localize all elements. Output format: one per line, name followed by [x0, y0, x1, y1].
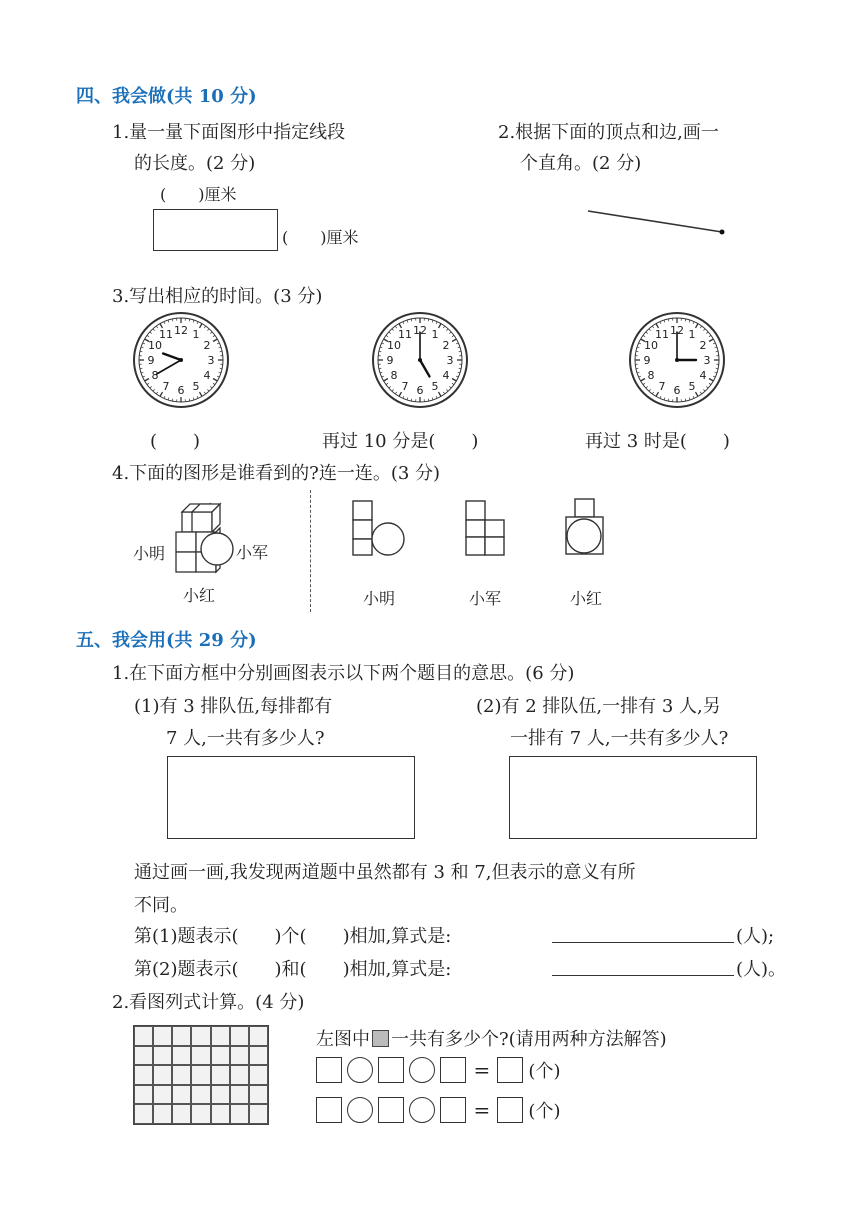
eq2-op-1[interactable] [347, 1097, 373, 1123]
prompt-text-b: 一共有多少个?(请用两种方法解答) [391, 1029, 667, 1050]
grid-cell [230, 1046, 249, 1066]
grid-cell [211, 1085, 230, 1105]
clock-numeral: 4 [699, 369, 707, 382]
eq1-num-1[interactable] [316, 1057, 342, 1083]
grid-cell [191, 1104, 210, 1124]
equation-row-2 [316, 1097, 560, 1123]
clock-numeral: 11 [398, 328, 412, 342]
grid-cell [134, 1065, 153, 1085]
eq2-num-1[interactable] [316, 1097, 342, 1123]
clock-numeral: 10 [148, 339, 163, 352]
eq1-result[interactable] [497, 1057, 523, 1083]
grid-cell [172, 1046, 191, 1066]
grid-cell [153, 1065, 172, 1085]
grid-cell [153, 1046, 172, 1066]
clock-numeral: 5 [688, 379, 696, 393]
clock-numeral: 8 [647, 369, 655, 382]
clock-numeral: 5 [192, 379, 200, 393]
square-grid [133, 1025, 269, 1125]
clock-numeral: 9 [643, 354, 651, 367]
q3-title: 3.写出相应的时间。(3 分) [112, 286, 323, 307]
eq1-num-3[interactable] [440, 1057, 466, 1083]
view-3-shape[interactable] [563, 496, 608, 558]
clock-3-answer[interactable]: 再过 3 时是( ) [585, 431, 730, 452]
grid-cell [211, 1046, 230, 1066]
s5-q2-prompt [316, 1025, 667, 1051]
eq2-unit: (个) [528, 1101, 561, 1122]
grid-cell [230, 1065, 249, 1085]
clock-numeral: 12 [670, 324, 684, 337]
clock-2-answer[interactable]: 再过 10 分是( ) [322, 431, 479, 452]
clock-numeral: 1 [688, 328, 696, 342]
grid-cell [172, 1026, 191, 1046]
clock-numeral: 11 [655, 328, 669, 342]
clock-numeral: 7 [162, 379, 170, 393]
grid-cell [249, 1026, 268, 1046]
clock-numeral: 9 [386, 354, 394, 367]
grid-cell [230, 1085, 249, 1105]
fill-line-1: 第(1)题表示( )个( )相加,算式是: [134, 926, 452, 947]
view-label-2: 小军 [469, 589, 502, 608]
label-xiaojun-left: 小军 [236, 543, 269, 562]
eq2-equals: = [473, 1098, 491, 1122]
grid-cell [191, 1026, 210, 1046]
clock-numeral: 2 [203, 339, 211, 352]
grid-cell [249, 1046, 268, 1066]
clock-1 [131, 310, 231, 410]
drawing-box-1[interactable] [167, 756, 415, 839]
eq2-num-3[interactable] [440, 1097, 466, 1123]
s5-q2-title: 2.看图列式计算。(4 分) [112, 992, 305, 1013]
view-2-shape[interactable] [463, 498, 508, 558]
q1-text-line2: 的长度。(2 分) [134, 153, 256, 174]
clock-center [675, 358, 679, 362]
grid-cell [211, 1026, 230, 1046]
section-5-header: 五、我会用(共 29 分) [76, 630, 257, 651]
sphere-illustration [198, 530, 238, 570]
s5-q1-p1-line1: (1)有 3 排队伍,每排都有 [134, 696, 333, 717]
grid-cell [191, 1046, 210, 1066]
q1-answer-blank-top[interactable]: ( )厘米 [160, 185, 237, 204]
grid-cell [153, 1104, 172, 1124]
view-label-1: 小明 [363, 589, 396, 608]
measure-rectangle [153, 209, 278, 251]
prompt-text-a: 左图中 [316, 1029, 370, 1050]
grid-cell [153, 1085, 172, 1105]
fill-line-2: 第(2)题表示( )和( )相加,算式是: [134, 959, 452, 980]
grid-cell [191, 1085, 210, 1105]
clock-numeral: 4 [203, 369, 211, 382]
s5-q1-note-line2: 不同。 [134, 895, 188, 916]
eq1-num-2[interactable] [378, 1057, 404, 1083]
grid-cell [230, 1026, 249, 1046]
eq1-equals: = [473, 1058, 491, 1082]
fill-line-1-unit: (人); [736, 926, 775, 947]
clock-numeral: 7 [658, 379, 666, 393]
clock-numeral: 5 [431, 379, 439, 393]
grid-cell [230, 1104, 249, 1124]
grid-cell [211, 1065, 230, 1085]
clock-numeral: 3 [446, 354, 454, 367]
label-xiaohong-left: 小红 [183, 586, 216, 605]
clock-numeral: 4 [442, 369, 450, 382]
eq1-op-2[interactable] [409, 1057, 435, 1083]
clock-numeral: 3 [207, 354, 215, 367]
s5-q1-title: 1.在下面方框中分别画图表示以下两个题目的意思。(6 分) [112, 663, 575, 684]
view-1-shape[interactable] [350, 498, 410, 558]
grid-cell [134, 1085, 153, 1105]
clock-center [418, 358, 422, 362]
clock-numeral: 12 [413, 324, 427, 337]
q1-answer-blank-right[interactable]: ( )厘米 [282, 228, 359, 247]
s5-q1-p2-line1: (2)有 2 排队伍,一排有 3 人,另 [476, 696, 721, 717]
grid-cell [134, 1026, 153, 1046]
grid-cell [134, 1104, 153, 1124]
view-label-3: 小红 [570, 589, 603, 608]
grid-cell [153, 1026, 172, 1046]
answer-line-1[interactable] [552, 942, 734, 943]
clock-numeral: 1 [431, 328, 439, 342]
clock-numeral: 6 [416, 384, 424, 397]
grid-cell [172, 1085, 191, 1105]
clock-numeral: 11 [159, 328, 173, 342]
grid-cell [249, 1085, 268, 1105]
grid-cell [134, 1046, 153, 1066]
fill-line-2-unit: (人)。 [736, 959, 787, 980]
angle-ray-drawing[interactable] [585, 205, 730, 240]
clock-numeral: 2 [699, 339, 707, 352]
clock-2 [370, 310, 470, 410]
eq2-num-2[interactable] [378, 1097, 404, 1123]
clock-numeral: 2 [442, 339, 450, 352]
eq2-result[interactable] [497, 1097, 523, 1123]
grid-cell [191, 1065, 210, 1085]
clock-numeral: 9 [147, 354, 155, 367]
clock-numeral: 1 [192, 328, 200, 342]
grid-cell [172, 1104, 191, 1124]
grid-cell [249, 1065, 268, 1085]
eq2-op-2[interactable] [409, 1097, 435, 1123]
equation-row-1 [316, 1057, 560, 1083]
grid-cell [172, 1065, 191, 1085]
clock-numeral: 8 [151, 369, 159, 382]
dashed-divider [310, 490, 311, 612]
eq1-op-1[interactable] [347, 1057, 373, 1083]
q2-text-line2: 个直角。(2 分) [520, 153, 642, 174]
clock-center [179, 358, 183, 362]
grid-cell [211, 1104, 230, 1124]
s5-q1-note-line1: 通过画一画,我发现两道题中虽然都有 3 和 7,但表示的意义有所 [134, 862, 636, 883]
clock-numeral: 8 [390, 369, 398, 382]
clock-numeral: 3 [703, 354, 711, 367]
drawing-box-2[interactable] [509, 756, 757, 839]
q2-text-line1: 2.根据下面的顶点和边,画一 [498, 122, 719, 143]
label-xiaoming-left: 小明 [133, 544, 166, 563]
q1-text-line1: 1.量一量下面图形中指定线段 [112, 122, 346, 143]
eq1-unit: (个) [528, 1061, 561, 1082]
s5-q1-p1-line2: 7 人,一共有多少人? [166, 728, 325, 749]
q4-title: 4.下面的图形是谁看到的?连一连。(3 分) [112, 463, 441, 484]
clock-numeral: 12 [174, 324, 188, 337]
section-4-header: 四、我会做(共 10 分) [76, 86, 257, 107]
small-square-icon [372, 1030, 389, 1047]
answer-line-2[interactable] [552, 975, 734, 976]
clock-numeral: 10 [644, 339, 659, 352]
clock-numeral: 6 [673, 384, 681, 397]
clock-numeral: 6 [177, 384, 185, 397]
clock-numeral: 7 [401, 379, 409, 393]
clock-1-answer[interactable]: ( ) [150, 431, 201, 452]
clock-3 [627, 310, 727, 410]
grid-cell [249, 1104, 268, 1124]
clock-numeral: 10 [387, 339, 402, 352]
s5-q1-p2-line2: 一排有 7 人,一共有多少人? [510, 728, 729, 749]
